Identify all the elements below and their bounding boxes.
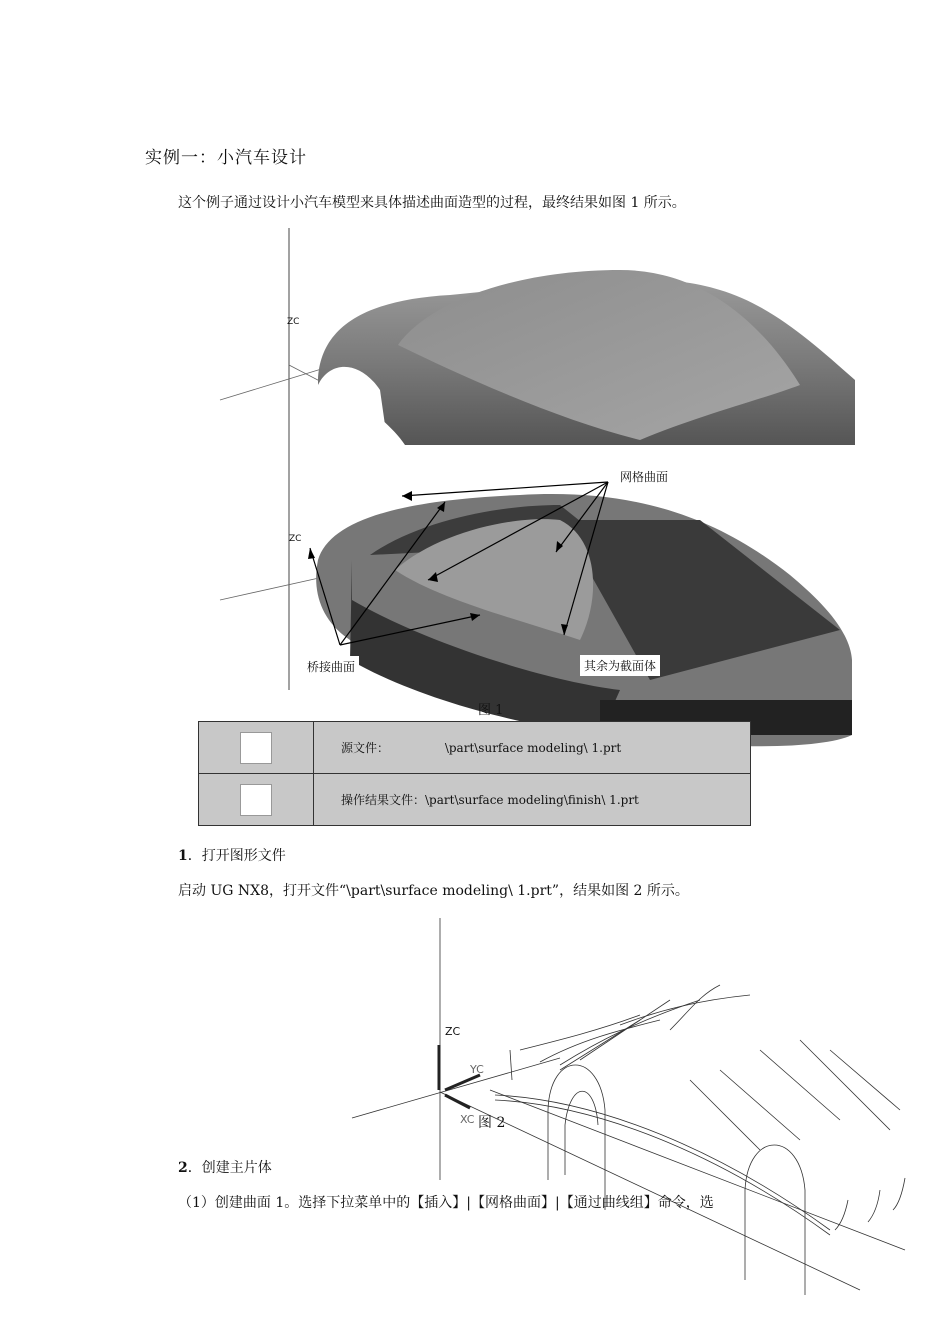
callout-rest-section: 其余为截面体 xyxy=(580,655,660,676)
axis-label-yc: YC xyxy=(470,1063,484,1076)
page-title: 实例一：小汽车设计 xyxy=(145,148,307,168)
result-file-path: \part\surface modeling\finish\ 1.prt xyxy=(425,793,639,807)
axis-label-xc: XC xyxy=(460,1113,475,1126)
source-file-label: 源文件： xyxy=(341,741,390,755)
figure-1-caption: 图 1 xyxy=(478,703,504,718)
source-file-path: \part\surface modeling\ 1.prt xyxy=(444,741,622,755)
step-1-number: 1 xyxy=(178,848,188,864)
result-file-label: 操作结果文件： xyxy=(341,793,426,807)
callout-mesh-surface: 网格曲面 xyxy=(616,466,672,487)
step-1-heading: 打开图形文件 xyxy=(201,848,286,864)
step-1-text: 启动 UG NX8，打开文件“\part\surface modeling\ 1.prt”，结果如图 2 所示。 xyxy=(178,883,689,899)
axis-label-zc-top: ZC xyxy=(287,317,300,327)
figure-2-caption: 图 2 xyxy=(478,1115,506,1131)
intro-paragraph: 这个例子通过设计小汽车模型来具体描述曲面造型的过程，最终结果如图 1 所示。 xyxy=(178,195,686,211)
step-2-number: 2 xyxy=(178,1160,188,1176)
axis-label-zc: ZC xyxy=(445,1025,461,1038)
axis-label-zc-bottom: ZC xyxy=(289,534,302,544)
callout-bridge-surface: 桥接曲面 xyxy=(303,656,359,677)
step-2-text: （1）创建曲面 1。选择下拉菜单中的【插入】|【网格曲面】|【通过曲线组】命令，选 xyxy=(178,1195,714,1211)
step-2-heading: 创建主片体 xyxy=(201,1160,272,1176)
